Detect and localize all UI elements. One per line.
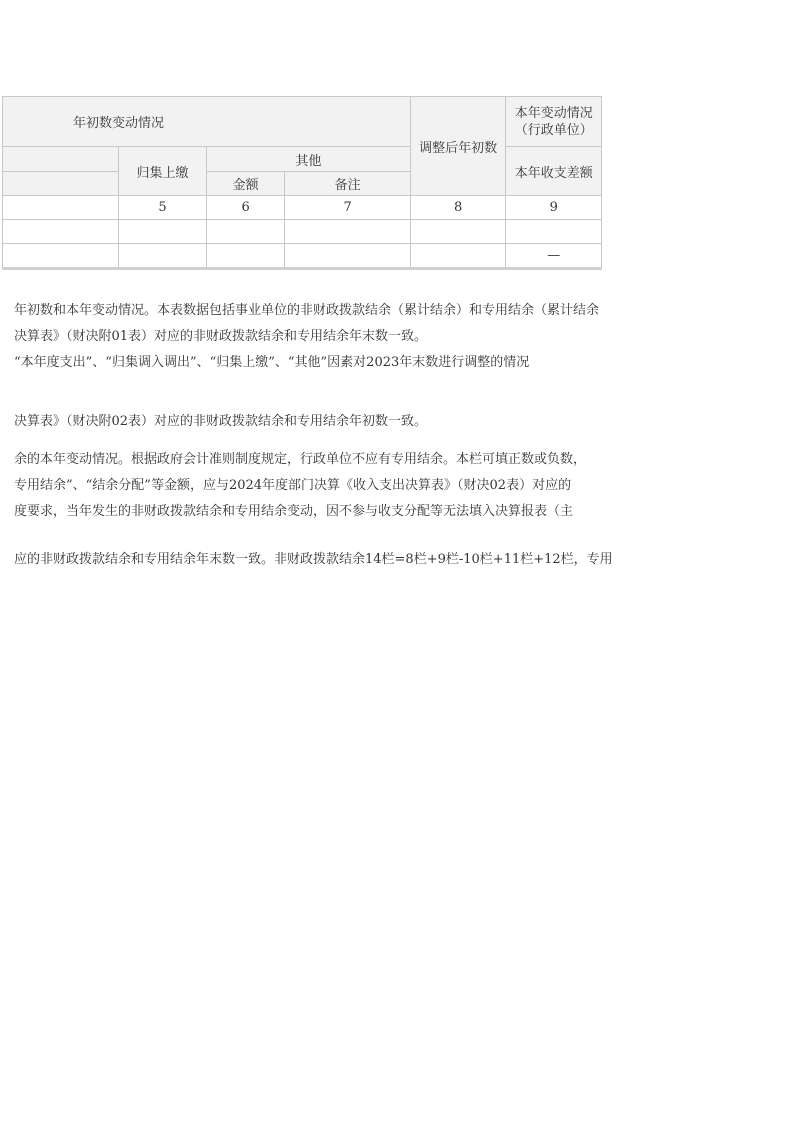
note-line: 余的本年变动情况。根据政府会计准则制度规定，行政单位不应有专用结余。本栏可填正数或负数， [14, 452, 587, 467]
table-row [3, 244, 602, 269]
table-cell [410, 220, 506, 244]
note-line: 年初数和本年变动情况。本表数据包括事业单位的非财政拨款结余（累计结余）和专用结余（累计结余 [14, 303, 600, 318]
header-current-year-change [506, 97, 602, 147]
table-cell [410, 244, 506, 269]
header-current-year-change-line1: 本年变动情况 [514, 105, 593, 121]
table-cell-offscreen [3, 244, 119, 269]
header-remarks: 备注 [285, 172, 411, 196]
column-index-offscreen [3, 196, 119, 220]
table-cell [206, 220, 284, 244]
header-amount: 金额 [206, 172, 284, 196]
header-row-1 [3, 97, 602, 147]
note-line: 度要求，当年发生的非财政拨款结余和专用结余变动，因不参与收支分配等无法填入决算报表（主 [14, 504, 574, 519]
header-initial-change: 年初数变动情况 [3, 97, 411, 147]
header-other: 其他 [206, 147, 410, 172]
table-cell-offscreen [3, 220, 119, 244]
table-cell: — [506, 244, 602, 269]
table-cell [206, 244, 284, 269]
note-line: “本年度支出”、“归集调入调出”、“归集上缴”、“其他”因素对2023年末数进行调整的情况 [14, 355, 530, 370]
table-cell [119, 220, 207, 244]
table-row [3, 220, 602, 244]
table-cell [285, 244, 411, 269]
note-line: 决算表》（财决附01表）对应的非财政拨款结余和专用结余年末数一致。 [14, 329, 428, 344]
column-index-row [3, 196, 602, 220]
note-line: 决算表》（财决附02表）对应的非财政拨款结余和专用结余年初数一致。 [14, 414, 428, 429]
header-pooled-remit: 归集上缴 [119, 147, 207, 196]
header-row-2 [3, 147, 602, 172]
header-offscreen-cell [3, 147, 119, 172]
column-index-cell: 7 [285, 196, 411, 220]
page-content [14, 96, 672, 606]
column-index-cell: 9 [506, 196, 602, 220]
column-index-cell: 6 [206, 196, 284, 220]
carryover-table [2, 96, 602, 270]
header-revenue-expense-diff: 本年收支差额 [506, 147, 602, 196]
note-line: 专用结余”、“结余分配”等金额，应与2024年度部门决算《收入支出决算表》（财决02表）对应的 [14, 478, 572, 493]
note-line: 应的非财政拨款结余和专用结余年末数一致。非财政拨款结余14栏=8栏+9栏-10栏+11栏+12栏，专用 [14, 552, 613, 567]
column-index-cell: 5 [119, 196, 207, 220]
table-cell [506, 220, 602, 244]
table-cell [285, 220, 411, 244]
column-index-cell: 8 [410, 196, 506, 220]
header-adjusted-initial: 调整后年初数 [410, 97, 506, 196]
header-current-year-change-line2: （行政单位） [514, 122, 593, 138]
table-cell [119, 244, 207, 269]
header-offscreen-cell [3, 172, 119, 196]
